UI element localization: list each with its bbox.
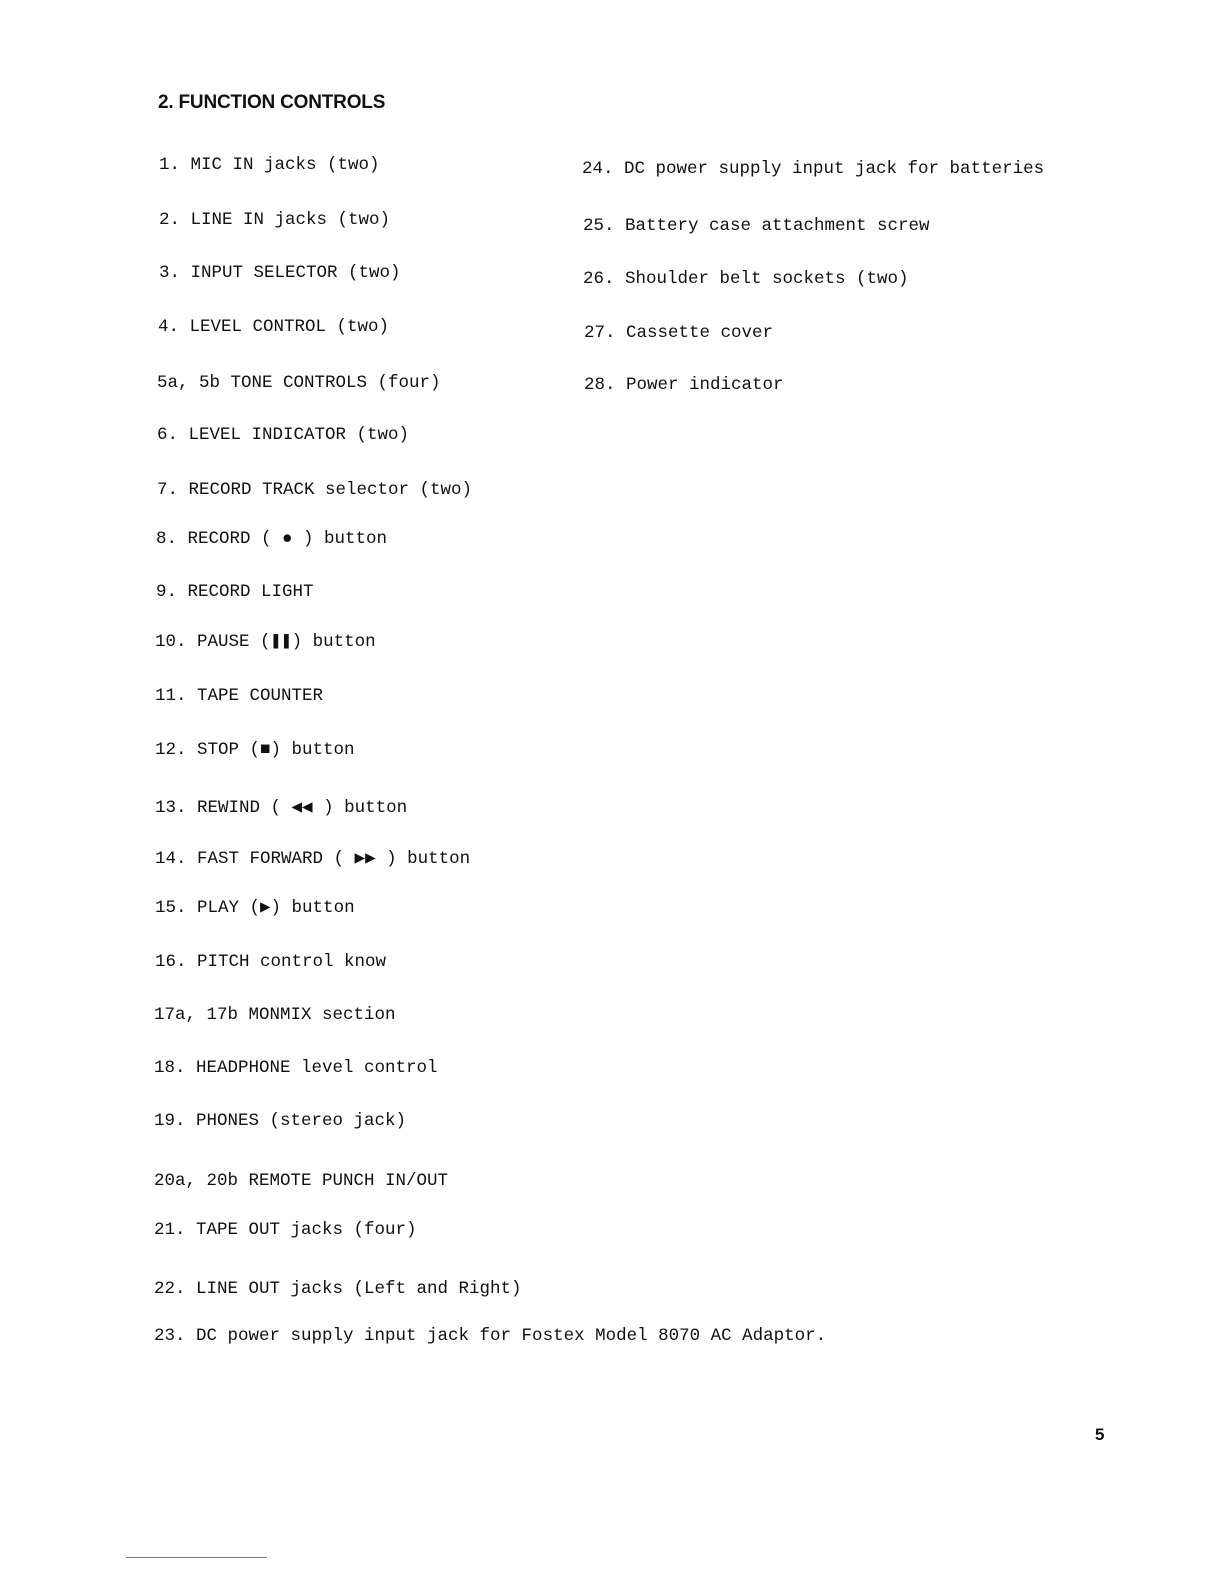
list-item: 9. RECORD LIGHT xyxy=(156,582,314,602)
list-item: 12. STOP (■) button xyxy=(155,740,355,760)
list-item: 6. LEVEL INDICATOR (two) xyxy=(157,425,410,445)
section-heading: 2. FUNCTION CONTROLS xyxy=(158,92,386,113)
list-item: 5a, 5b TONE CONTROLS (four) xyxy=(157,373,441,393)
list-item: 20a, 20b REMOTE PUNCH IN/OUT xyxy=(154,1171,449,1191)
list-item: 17a, 17b MONMIX section xyxy=(154,1005,396,1025)
list-item: 1. MIC IN jacks (two) xyxy=(159,155,380,175)
list-item: 8. RECORD ( ● ) button xyxy=(156,529,388,549)
list-item: 15. PLAY (▶) button xyxy=(155,898,355,918)
list-item: 27. Cassette cover xyxy=(584,323,774,343)
list-item: 16. PITCH control know xyxy=(155,952,387,972)
list-item: 24. DC power supply input jack for batteries xyxy=(582,159,1045,179)
list-item: 23. DC power supply input jack for Fostex Model 8070 AC Adaptor. xyxy=(154,1326,827,1346)
list-item: 19. PHONES (stereo jack) xyxy=(154,1111,407,1131)
page-number: 5 xyxy=(1095,1425,1105,1444)
list-item: 26. Shoulder belt sockets (two) xyxy=(583,269,909,289)
list-item: 13. REWIND ( ◀◀ ) button xyxy=(155,798,408,818)
list-item: 21. TAPE OUT jacks (four) xyxy=(154,1220,417,1240)
list-item: 7. RECORD TRACK selector (two) xyxy=(157,480,473,500)
list-item: 4. LEVEL CONTROL (two) xyxy=(158,317,390,337)
list-item: 18. HEADPHONE level control xyxy=(154,1058,438,1078)
list-item: 2. LINE IN jacks (two) xyxy=(159,210,391,230)
list-item: 14. FAST FORWARD ( ▶▶ ) button xyxy=(155,849,471,869)
list-item: 28. Power indicator xyxy=(584,375,784,395)
footer-rule xyxy=(126,1557,267,1558)
list-item: 25. Battery case attachment screw xyxy=(583,216,930,236)
list-item: 10. PAUSE (❚❚) button xyxy=(155,632,376,652)
list-item: 3. INPUT SELECTOR (two) xyxy=(159,263,401,283)
list-item: 22. LINE OUT jacks (Left and Right) xyxy=(154,1279,522,1299)
list-item: 11. TAPE COUNTER xyxy=(155,686,324,706)
